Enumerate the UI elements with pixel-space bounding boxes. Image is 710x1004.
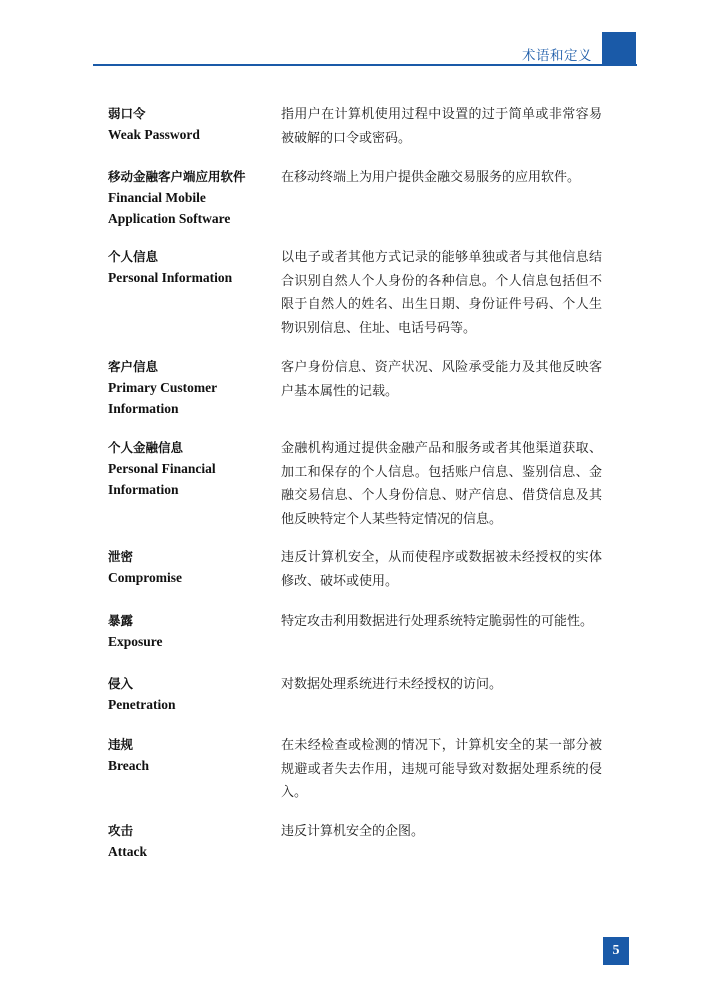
term-english: Personal Information [108,270,233,285]
term-english: Personal Financial Information [108,461,216,497]
term-definition: 在未经检查或检测的情况下，计算机安全的某一部分被规避或者失去作用，违规可能导致对数据处理系统的侵入。 [281,738,602,800]
term [108,820,273,862]
term-english: Financial Mobile Application Software [108,190,231,226]
term-english: Penetration [108,697,176,712]
term-definition: 特定攻击利用数据进行处理系统特定脆弱性的可能性。 [281,614,594,629]
term-english: Weak Password [108,127,200,142]
term [108,437,273,500]
term-definition: 以电子或者其他方式记录的能够单独或者与其他信息结合识别自然人个人身份的各种信息。个人信息包括但不限于自然人的姓名、出生日期、身份证件号码、个人生物识别信息、住址、电话号码等。 [281,250,602,336]
term-chinese: 侵入 [108,676,134,691]
term-english: Attack [108,844,147,859]
term [108,546,273,588]
term-chinese: 攻击 [108,823,134,838]
term [108,103,273,145]
term-definition: 违反计算机安全，从而使程序或数据被未经授权的实体修改、破坏或使用。 [281,550,602,589]
term-english: Primary Customer Information [108,380,218,416]
term-chinese: 个人信息 [108,249,159,264]
term-definition: 金融机构通过提供金融产品和服务或者其他渠道获取、加工和保存的个人信息。包括账户信息、鉴别信息、金融交易信息、个人身份信息、财产信息、借贷信息及其他反映特定个人某些特定情况的信息。 [281,441,602,527]
term-chinese: 客户信息 [108,359,159,374]
page-number: 5 [603,937,629,965]
header-rule [93,64,637,66]
term-chinese: 暴露 [108,613,134,628]
term-english: Compromise [108,570,182,585]
header-square [602,32,636,66]
term [108,734,273,776]
term-english: Breach [108,758,149,773]
term [108,356,273,419]
term [108,610,273,652]
term-definition: 违反计算机安全的企图。 [281,824,425,839]
term-english: Exposure [108,634,163,649]
page-header-title: 术语和定义 [522,48,592,64]
term-chinese: 移动金融客户端应用软件 [108,169,246,184]
term-chinese: 弱口令 [108,106,146,121]
term-chinese: 泄密 [108,549,134,564]
term-definition: 客户身份信息、资产状况、风险承受能力及其他反映客户基本属性的记载。 [281,360,602,399]
term [108,166,273,229]
term-definition: 在移动终端上为用户提供金融交易服务的应用软件。 [281,170,581,185]
term [108,673,273,715]
term-definition: 对数据处理系统进行未经授权的访问。 [281,677,503,692]
term [108,246,273,288]
term-chinese: 个人金融信息 [108,440,184,455]
term-definition: 指用户在计算机使用过程中设置的过于简单或非常容易被破解的口令或密码。 [281,107,602,146]
term-chinese: 违规 [108,737,134,752]
